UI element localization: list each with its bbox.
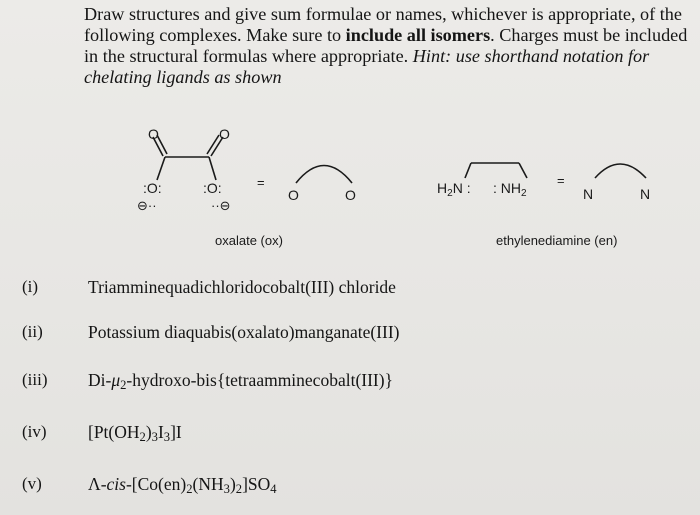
oxalate-o-left: :O: bbox=[143, 180, 162, 196]
question-number: (v) bbox=[22, 474, 42, 493]
en-h2n-label: $H_2N$ : bbox=[437, 180, 471, 199]
instructions-text-2: . Charges must be included in the structural formulas where appropriate. bbox=[84, 25, 688, 66]
question-2 bbox=[0, 322, 700, 346]
en-caption: ethylenediamine (en) bbox=[496, 233, 618, 248]
en-structure bbox=[465, 163, 527, 178]
question-5 bbox=[0, 474, 700, 498]
question-1 bbox=[0, 277, 700, 301]
oxalate-caption: oxalate (ox) bbox=[215, 233, 283, 248]
question-text: Triamminequadichloridocobalt(III) chloride bbox=[88, 277, 396, 297]
oxalate-shorthand-arc bbox=[296, 166, 352, 184]
oxalate-charge-right: ··⊖ bbox=[211, 198, 231, 213]
en-short-n-right: N bbox=[640, 186, 651, 202]
en-equals: = bbox=[557, 173, 565, 188]
oxalate-charge-left: ⊖·· bbox=[137, 198, 157, 213]
instructions-text-1: Draw structures and give sum formulae or names, whichever is appropriate, of the following complexes. Make sure to bbox=[84, 4, 682, 45]
question-text: $Di-\mu_2-hydroxo-bis\{tetraamminecobalt(III)\}$ bbox=[88, 370, 393, 393]
oxalate-top-o-left: O bbox=[148, 126, 159, 142]
question-number: (iv) bbox=[22, 422, 47, 441]
oxalate-top-o-right: O bbox=[219, 126, 230, 142]
instructions-emphasis: include all isomers bbox=[345, 25, 491, 45]
question-formula: $\Lambda-cis-[Co(en)_2(NH_3)_2]SO_4$ bbox=[88, 474, 277, 497]
en-short-n-left: N bbox=[583, 186, 594, 202]
oxalate-o-right: :O: bbox=[203, 180, 222, 196]
en-nh2-label: : $NH_2$ bbox=[493, 180, 527, 199]
question-number: (iii) bbox=[22, 370, 48, 389]
en-shorthand-arc bbox=[595, 164, 646, 178]
oxalate-short-o-left: O bbox=[288, 187, 299, 203]
oxalate-structure bbox=[153, 135, 223, 180]
question-number: (i) bbox=[22, 277, 39, 296]
question-formula: $[Pt(OH_2)_3I_3]I$ bbox=[88, 422, 182, 445]
question-text: Potassium diaquabis(oxalato)manganate(III) bbox=[88, 322, 400, 342]
question-3 bbox=[0, 370, 700, 394]
oxalate-short-o-right: O bbox=[345, 187, 356, 203]
question-4 bbox=[0, 422, 700, 446]
oxalate-equals: = bbox=[257, 175, 265, 190]
question-number: (ii) bbox=[22, 322, 43, 341]
instructions-hint: Hint: use shorthand notation for chelating ligands as shown bbox=[84, 46, 650, 87]
